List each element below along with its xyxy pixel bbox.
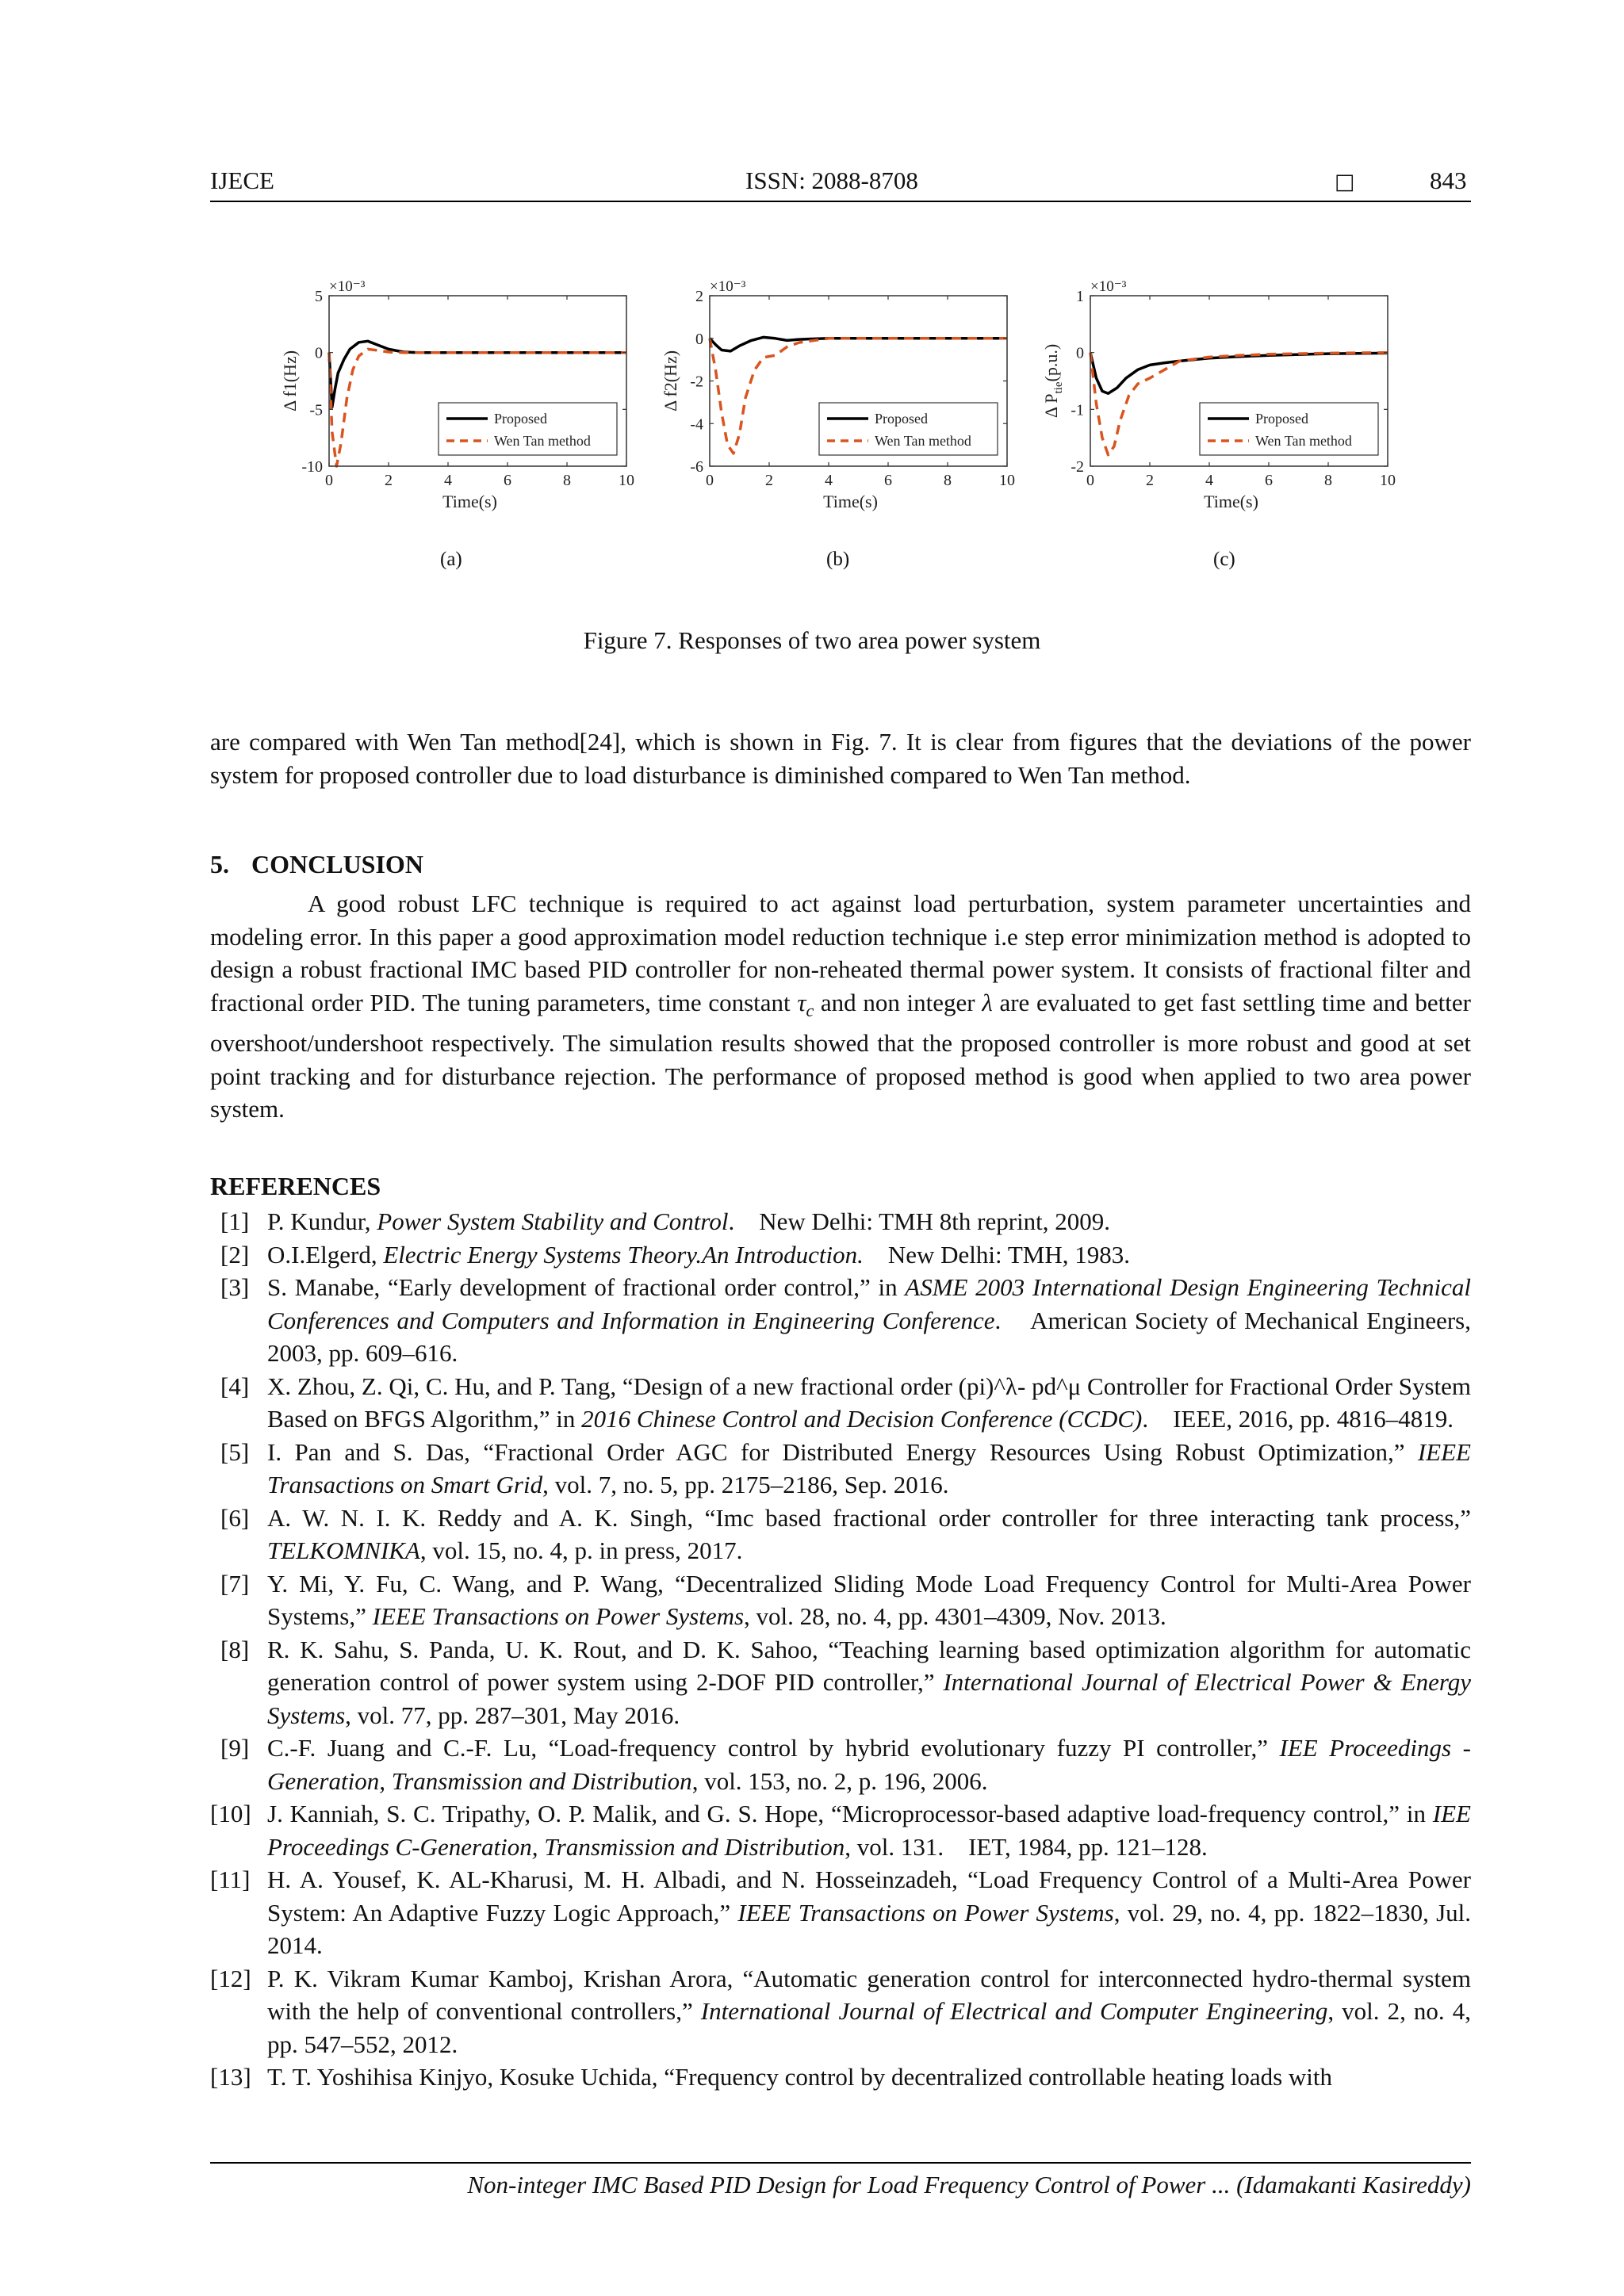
x-tick-label: 8 xyxy=(1324,472,1332,489)
reference-details: . IEEE, 2016, pp. 4816–4819. xyxy=(1142,1405,1454,1433)
reference-details: , vol. 153, no. 2, p. 196, 2006. xyxy=(691,1766,988,1795)
chart-a xyxy=(278,274,650,527)
y-axis-label-main: Δ P xyxy=(1041,393,1061,419)
y-tick-label: 2 xyxy=(695,288,703,305)
y-tick-label: 0 xyxy=(315,344,323,362)
y-exponent-label: ×10⁻³ xyxy=(710,278,746,295)
reference-number: [12] xyxy=(210,1964,251,1992)
x-tick-label: 10 xyxy=(999,472,1015,489)
reference-item xyxy=(210,2061,1471,2094)
reference-text: Y. Mi, Y. Fu, C. Wang, and P. Wang, “Decentralized Sliding Mode Load Frequency Control for Multi-Area Power Systems,” xyxy=(267,1569,1471,1630)
reference-details: , vol. 77, pp. 287–301, May 2016. xyxy=(345,1701,680,1729)
section-number: 5. xyxy=(210,850,229,878)
reference-text: S. Manabe, “Early development of fractional order control,” in xyxy=(267,1273,906,1301)
lambda-symbol: λ xyxy=(982,988,993,1016)
reference-text: A. W. N. I. K. Reddy and A. K. Singh, “Imc based fractional order controller for three interacting tank process,” xyxy=(267,1503,1471,1532)
reference-item xyxy=(210,1567,1471,1633)
x-tick-label: 6 xyxy=(884,472,892,489)
x-tick-label: 2 xyxy=(1146,472,1154,489)
reference-item xyxy=(210,1633,1471,1732)
chart-c xyxy=(1039,274,1411,527)
y-tick-label: 0 xyxy=(695,330,703,348)
reference-details: New Delhi: TMH, 1983. xyxy=(863,1240,1130,1269)
reference-text: O.I.Elgerd, xyxy=(267,1240,384,1269)
y-exponent-label: ×10⁻³ xyxy=(329,278,366,295)
reference-venue: IEE Proceedings - Generation, Transmission and Distribution xyxy=(267,1734,1471,1795)
reference-number: [2] xyxy=(220,1240,250,1269)
x-tick-label: 0 xyxy=(706,472,714,489)
x-tick-label: 4 xyxy=(444,472,452,489)
legend-label: Wen Tan method xyxy=(1255,433,1352,449)
y-tick-label: -2 xyxy=(1071,458,1084,476)
section-title: CONCLUSION xyxy=(251,850,423,878)
y-tick-label: -6 xyxy=(690,458,703,476)
reference-venue: International Journal of Electrical Power & Energy Systems xyxy=(267,1668,1471,1729)
reference-details: , vol. 7, no. 5, pp. 2175–2186, Sep. 2016. xyxy=(542,1471,949,1498)
issn: ISSN: 2088-8708 xyxy=(745,166,918,194)
x-tick-label: 6 xyxy=(1265,472,1273,489)
y-axis-label: Δ f1(Hz) xyxy=(280,350,300,412)
x-tick-label: 2 xyxy=(385,472,393,489)
reference-number: [1] xyxy=(220,1207,250,1235)
conclusion-text-3: are evaluated to get fast settling time and better overshoot/undershoot respectively. The simulation results showed that the proposed controller is more robust and good at set point tracking and for disturbance rejection. The performance of proposed method is good when applied to two area power system. xyxy=(210,988,1471,1123)
tau-symbol: τ xyxy=(797,988,806,1016)
references-heading: REFERENCES xyxy=(210,1172,381,1200)
reference-item xyxy=(210,1271,1477,1370)
y-tick-label: 5 xyxy=(315,288,323,305)
reference-venue: Power System Stability and Control xyxy=(377,1207,729,1235)
y-tick-label: -1 xyxy=(1071,401,1084,419)
legend-label: Proposed xyxy=(875,411,928,427)
reference-text: T. T. Yoshihisa Kinjyo, Kosuke Uchida, “Frequency control by decentralized controllable heating loads with xyxy=(267,2063,1333,2091)
body-paragraph: are compared with Wen Tan method[24], which is shown in Fig. 7. It is clear from figures that the deviations of the power system for proposed controller due to load disturbance is diminished compared to Wen Tan method. xyxy=(210,728,1471,789)
reference-number: [10] xyxy=(210,1800,251,1827)
reference-item xyxy=(210,1863,1477,1962)
reference-item xyxy=(210,1797,1471,1863)
reference-venue: IEEE Transactions on Power Systems xyxy=(737,1898,1114,1927)
reference-item xyxy=(210,1205,1471,1238)
legend-label: Wen Tan method xyxy=(875,433,971,449)
reference-number: [9] xyxy=(220,1734,250,1762)
subfig-label-a: (a) xyxy=(440,549,462,570)
reference-venue: ASME 2003 International Design Engineering Technical Conferences and Computers and Information in Engineering Conference xyxy=(267,1273,1471,1334)
y-tick-label: -4 xyxy=(690,415,703,434)
reference-details: , vol. 131. IET, 1984, pp. 121–128. xyxy=(845,1832,1208,1861)
y-axis-label xyxy=(1041,344,1065,418)
reference-text: R. K. Sahu, S. Panda, U. K. Rout, and D. K. Sahoo, “Teaching learning based optimization algorithm for automatic generation control of power system using 2-DOF PID controller,” xyxy=(267,1635,1471,1696)
y-axis-label: Δ f2(Hz) xyxy=(661,350,680,412)
reference-number: [7] xyxy=(220,1569,250,1598)
reference-item xyxy=(210,1962,1477,2061)
y-axis-label-unit: (p.u.) xyxy=(1041,343,1061,382)
reference-text: X. Zhou, Z. Qi, C. Hu, and P. Tang, “Design of a new fractional order (pi)^λ- pd^μ Controller for Fractional Order System Based on BFGS Algorithm,” in xyxy=(267,1372,1471,1433)
subfig-label-b: (b) xyxy=(826,549,850,570)
x-tick-label: 6 xyxy=(504,472,511,489)
conclusion-text-2: and non integer xyxy=(814,988,982,1016)
figure-7 xyxy=(0,0,1624,603)
y-tick-label: -5 xyxy=(309,401,323,419)
reference-details: . New Delhi: TMH 8th reprint, 2009. xyxy=(728,1207,1111,1235)
conclusion-text-1: A good robust LFC technique is required to act against load perturbation, system parameter uncertainties and modeling error. In this paper a good approximation model reduction technique i.e step error minimization method is adopted to design a robust fractional IMC based PID controller for non-reheated thermal power system. It consists of fractional filter and fractional order PID. The tuning parameters, time constant xyxy=(210,890,1471,1016)
reference-text: P. K. Vikram Kumar Kamboj, Krishan Arora, “Automatic generation control for interconnected hydro-thermal system with the help of conventional controllers,” xyxy=(267,1964,1471,2025)
chart-b xyxy=(658,274,1031,527)
reference-text: P. Kundur, xyxy=(267,1207,377,1235)
section-heading xyxy=(210,850,423,879)
x-tick-label: 0 xyxy=(325,472,333,489)
reference-text: I. Pan and S. Das, “Fractional Order AGC for Distributed Energy Resources Using Robust Optimization,” xyxy=(267,1437,1418,1466)
reference-number: [13] xyxy=(210,2063,251,2091)
reference-venue: IEEE Transactions on Power Systems xyxy=(372,1602,745,1630)
journal-name: IJECE xyxy=(210,166,274,194)
running-footer: Non-integer IMC Based PID Design for Load Frequency Control of Power ... (Idamakanti Kasireddy) xyxy=(467,2171,1471,2198)
conclusion-paragraph xyxy=(210,887,1471,1126)
y-exponent-label: ×10⁻³ xyxy=(1090,278,1127,295)
reference-venue: IEE Proceedings C-Generation, Transmission and Distribution xyxy=(267,1800,1471,1861)
reference-details: , vol. 28, no. 4, pp. 4301–4309, Nov. 2013. xyxy=(744,1602,1166,1630)
reference-number: [3] xyxy=(220,1273,250,1301)
reference-venue: Electric Energy Systems Theory.An Introduction. xyxy=(383,1240,864,1269)
reference-details: , vol. 29, no. 4, pp. 1822–1830, Jul. 2014. xyxy=(267,1898,1477,1959)
y-tick-label: -10 xyxy=(301,458,323,476)
reference-details: . American Society of Mechanical Engineers, 2003, pp. 609–616. xyxy=(267,1306,1477,1367)
legend-label: Proposed xyxy=(494,411,547,427)
reference-number: [6] xyxy=(220,1503,250,1532)
legend-label: Wen Tan method xyxy=(494,433,591,449)
reference-item xyxy=(210,1732,1471,1797)
reference-number: [4] xyxy=(220,1372,250,1400)
reference-item xyxy=(210,1502,1471,1567)
reference-venue: IEEE Transactions on Smart Grid xyxy=(267,1437,1471,1498)
figure-caption: Figure 7. Responses of two area power system xyxy=(583,626,1041,654)
reference-number: [5] xyxy=(220,1437,250,1466)
header-box: □ xyxy=(1335,170,1355,194)
reference-details: , vol. 15, no. 4, p. in press, 2017. xyxy=(419,1536,743,1564)
reference-text: C.-F. Juang and C.-F. Lu, “Load-frequency control by hybrid evolutionary fuzzy PI controller,” xyxy=(267,1734,1280,1762)
x-tick-label: 4 xyxy=(1205,472,1213,489)
reference-item xyxy=(210,1370,1471,1436)
tau-subscript: c xyxy=(806,1000,814,1020)
x-axis-label: Time(s) xyxy=(1204,492,1258,511)
reference-venue: TELKOMNIKA xyxy=(267,1536,420,1564)
page-number: 843 xyxy=(1430,166,1467,194)
y-tick-label: -2 xyxy=(690,373,703,391)
reference-number: [11] xyxy=(210,1866,251,1893)
x-tick-label: 8 xyxy=(944,472,952,489)
x-tick-label: 4 xyxy=(825,472,833,489)
x-tick-label: 10 xyxy=(1380,472,1396,489)
footer-rule xyxy=(210,2162,1471,2164)
y-tick-label: 1 xyxy=(1076,288,1084,305)
y-tick-label: 0 xyxy=(1076,344,1084,362)
reference-text: H. A. Yousef, K. AL-Kharusi, M. H. Albadi, and N. Hosseinzadeh, “Load Frequency Control of a Multi-Area Power System: An Adaptive Fuzzy Logic Approach,” xyxy=(267,1866,1471,1927)
references-list xyxy=(210,1205,1477,2094)
reference-item xyxy=(210,1238,1471,1272)
x-tick-label: 0 xyxy=(1086,472,1094,489)
reference-venue: International Journal of Electrical and Computer Engineering xyxy=(700,1997,1328,2025)
x-axis-label: Time(s) xyxy=(442,492,497,511)
x-tick-label: 8 xyxy=(563,472,571,489)
reference-item xyxy=(210,1436,1471,1502)
reference-text: J. Kanniah, S. C. Tripathy, O. P. Malik, and G. S. Hope, “Microprocessor-based adaptive load-frequency control,” in xyxy=(267,1800,1433,1827)
subfig-label-c: (c) xyxy=(1213,549,1235,570)
x-tick-label: 2 xyxy=(765,472,773,489)
reference-details: , vol. 2, no. 4, pp. 547–552, 2012. xyxy=(267,1997,1477,2058)
x-axis-label: Time(s) xyxy=(823,492,878,511)
legend-label: Proposed xyxy=(1255,411,1308,427)
reference-venue: 2016 Chinese Control and Decision Conference (CCDC) xyxy=(581,1405,1143,1433)
y-axis-label-sub: tie xyxy=(1052,381,1065,394)
x-tick-label: 10 xyxy=(619,472,634,489)
reference-number: [8] xyxy=(220,1635,250,1663)
